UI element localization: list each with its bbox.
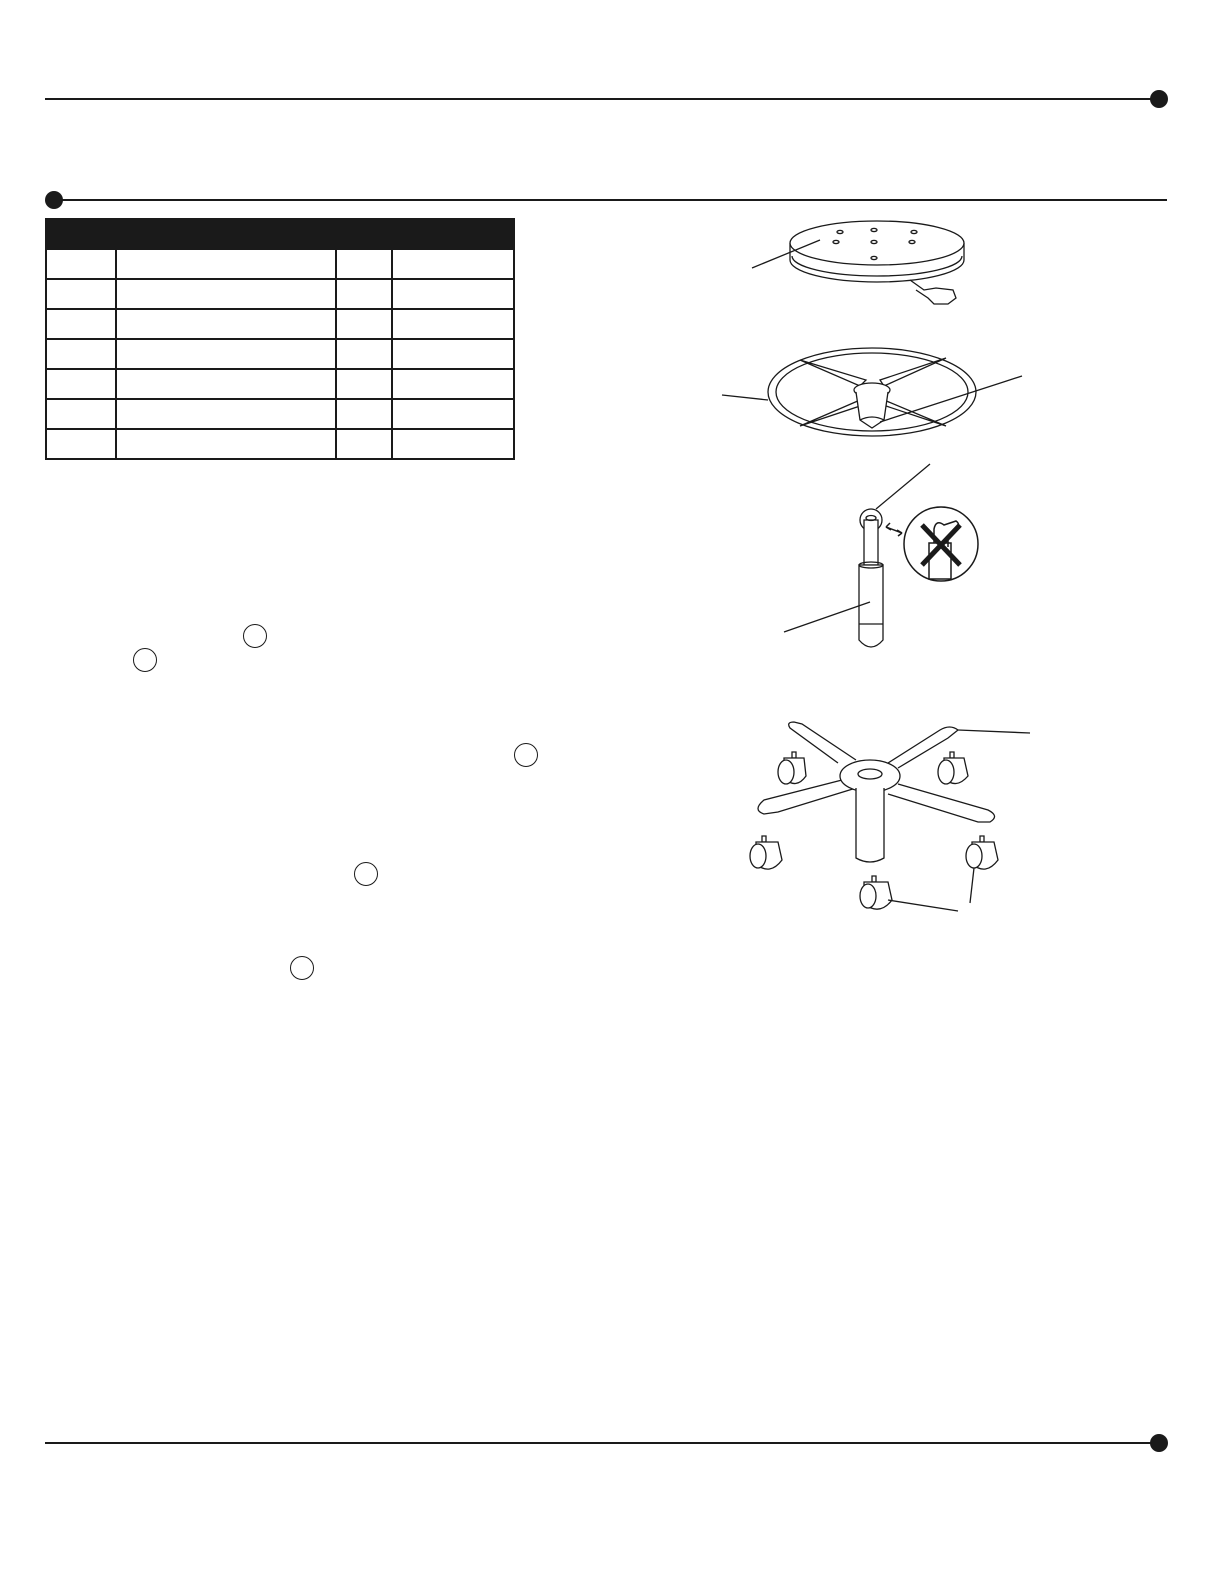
- table-row: [46, 309, 514, 339]
- part-qty: [336, 309, 392, 339]
- part-description: [116, 279, 336, 309]
- part-code: [392, 369, 514, 399]
- part-key: [46, 249, 116, 279]
- part-qty: [336, 249, 392, 279]
- part-code: [392, 399, 514, 429]
- table-row: [46, 279, 514, 309]
- part-description: [116, 249, 336, 279]
- part-code: [392, 249, 514, 279]
- parts-table: [45, 218, 515, 460]
- part-description: [116, 309, 336, 339]
- section-rule: [55, 199, 1167, 201]
- part-key: [46, 429, 116, 459]
- table-row: [46, 249, 514, 279]
- part-description: [116, 429, 336, 459]
- part-code: [392, 279, 514, 309]
- step-marker: [243, 624, 267, 648]
- table-row: [46, 369, 514, 399]
- table-row: [46, 339, 514, 369]
- step-marker: [514, 743, 538, 767]
- part-code: [392, 339, 514, 369]
- part-qty: [336, 279, 392, 309]
- part-key: [46, 279, 116, 309]
- top-rule-dot: [1150, 90, 1168, 108]
- parts-table-header-cell: [46, 219, 514, 249]
- section-rule-dot: [45, 191, 63, 209]
- five-star-base-illustration: [748, 718, 1033, 918]
- bottom-rule: [45, 1442, 1160, 1444]
- part-key: [46, 309, 116, 339]
- table-row: [46, 429, 514, 459]
- parts-table-header: [46, 219, 514, 249]
- top-rule: [45, 98, 1160, 100]
- part-qty: [336, 399, 392, 429]
- part-description: [116, 399, 336, 429]
- part-qty: [336, 429, 392, 459]
- part-key: [46, 369, 116, 399]
- stool-seat-illustration: [748, 218, 978, 313]
- step-marker: [133, 648, 157, 672]
- step-marker: [354, 862, 378, 886]
- table-row: [46, 399, 514, 429]
- part-description: [116, 369, 336, 399]
- part-key: [46, 399, 116, 429]
- step-marker: [290, 956, 314, 980]
- do-not-touch-warning-icon: [882, 503, 982, 585]
- foot-ring-illustration: [720, 340, 1030, 440]
- part-code: [392, 309, 514, 339]
- part-qty: [336, 339, 392, 369]
- part-description: [116, 339, 336, 369]
- bottom-rule-dot: [1150, 1434, 1168, 1452]
- part-code: [392, 429, 514, 459]
- part-qty: [336, 369, 392, 399]
- part-key: [46, 339, 116, 369]
